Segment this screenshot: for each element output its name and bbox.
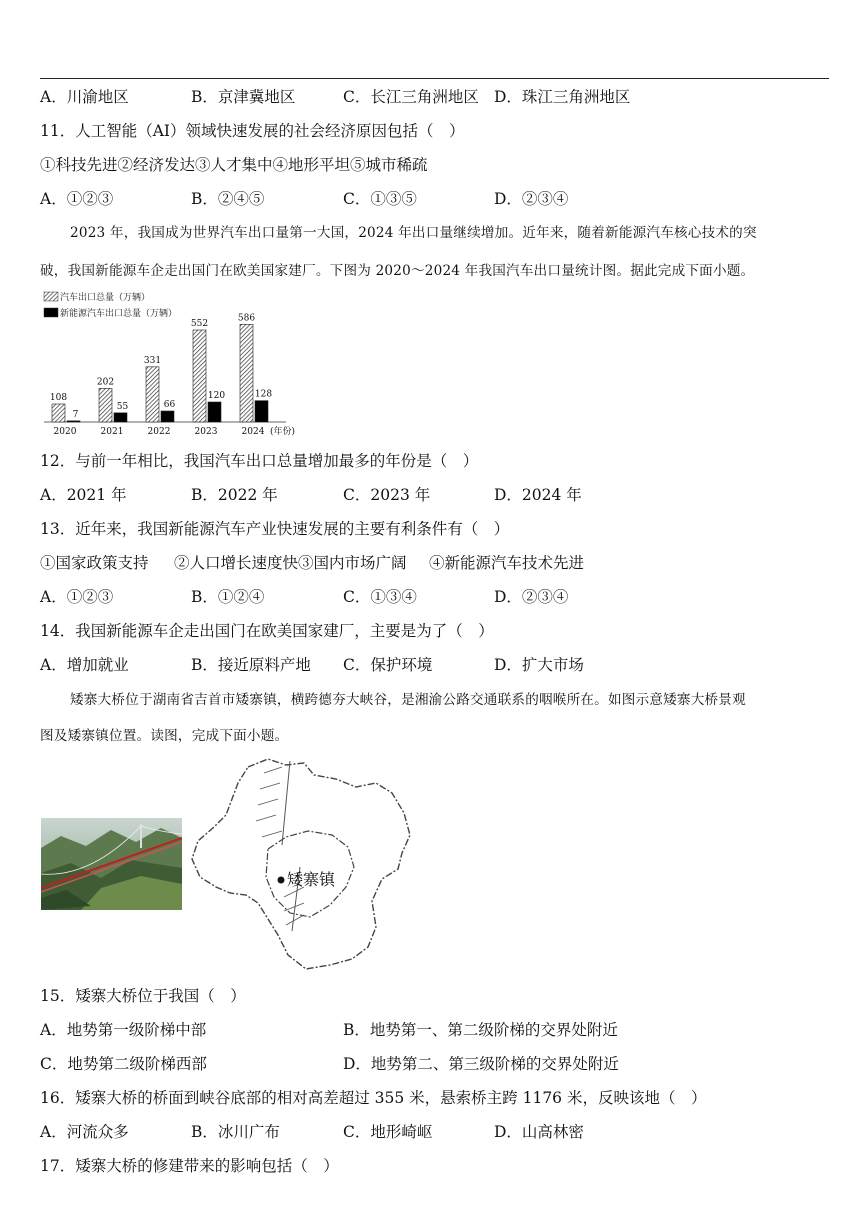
bar-2020-series-0 [52, 404, 65, 422]
passage-export-line-2: 破，我国新能源车企走出国门在欧美国家建厂。下图为 2020～2024 年我国汽车出口量统计图。据此完成下面小题。 [40, 263, 755, 279]
q15-option-b[interactable]: B．地势第一、第二级阶梯的交界处附近 [343, 1021, 618, 1039]
aizhai-town-map [186, 755, 418, 971]
data-label-2023-series-0: 552 [190, 319, 209, 329]
bar-2022-series-0 [146, 367, 159, 422]
q11-option-d[interactable]: D．②③④ [494, 190, 569, 208]
q10-option-c[interactable]: C．长江三角洲地区 [343, 88, 479, 106]
q15-option-a[interactable]: A．地势第一级阶梯中部 [40, 1021, 207, 1039]
q10-option-d[interactable]: D．珠江三角洲地区 [494, 88, 631, 106]
legend-label-1: 新能源汽车出口总量（万辆） [60, 309, 178, 319]
q10-option-a[interactable]: A．川渝地区 [40, 88, 129, 106]
tick-label-2024: 2024 [241, 427, 265, 437]
data-label-2024-series-0: 586 [237, 313, 256, 324]
q14-option-a[interactable]: A．增加就业 [40, 656, 129, 674]
tick-label-2020: 2020 [53, 427, 77, 437]
passage-export-line-1: 2023 年，我国成为世界汽车出口量第一大国，2024 年出口量继续增加。近年来，随着新能源汽车核心技术的突 [70, 225, 757, 241]
q13-option-a[interactable]: A．①②③ [40, 588, 114, 606]
q16-option-a[interactable]: A．河流众多 [40, 1123, 129, 1141]
town-dot-icon [278, 877, 285, 884]
tick-label-2023: 2023 [194, 427, 218, 437]
q13-option-d[interactable]: D．②③④ [494, 588, 569, 606]
passage-bridge [40, 690, 830, 746]
q15-stem: 15．矮寨大桥位于我国（ ） [40, 987, 246, 1005]
legend-swatch-0 [44, 292, 58, 301]
q11-option-c[interactable]: C．①③⑤ [343, 190, 417, 208]
q11-option-a[interactable]: A．①②③ [40, 190, 114, 208]
q14-option-b[interactable]: B．接近原料产地 [191, 656, 311, 674]
q15-option-d[interactable]: D．地势第二、第三级阶梯的交界处附近 [343, 1055, 619, 1073]
q16-option-c[interactable]: C．地形崎岖 [343, 1123, 433, 1141]
q12-option-d[interactable]: D．2024 年 [494, 486, 582, 504]
q12-option-c[interactable]: C．2023 年 [343, 486, 431, 504]
bar-2024-series-1 [255, 401, 268, 422]
q16-stem: 16．矮寨大桥的桥面到峡谷底部的相对高差超过 355 米，悬索桥主跨 1176 米，反映该地（ ） [40, 1089, 707, 1107]
q11-option-b[interactable]: B．②④⑤ [191, 190, 265, 208]
q12-option-a[interactable]: A．2021 年 [40, 486, 127, 504]
x-axis-unit: (年份) [270, 427, 296, 437]
bar-2020-series-1 [67, 421, 80, 422]
q13-stem: 13．近年来，我国新能源汽车产业快速发展的主要有利条件有（ ） [40, 520, 510, 538]
county-boundary [192, 759, 410, 969]
tick-label-2021: 2021 [100, 427, 124, 437]
tick-label-2022: 2022 [147, 427, 171, 437]
q11-stem: 11．人工智能（AI）领域快速发展的社会经济原因包括（ ） [40, 122, 465, 140]
header-rule [40, 78, 829, 79]
q17-stem: 17．矮寨大桥的修建带来的影响包括（ ） [40, 1157, 339, 1175]
q14-option-d[interactable]: D．扩大市场 [494, 656, 584, 674]
export-bar-chart [40, 288, 340, 440]
bar-2021-series-1 [114, 413, 127, 422]
data-label-2024-series-1: 128 [254, 389, 273, 400]
q16-option-b[interactable]: B．冰川广布 [191, 1123, 280, 1141]
passage-bridge-line-2: 图及矮寨镇位置。读图，完成下面小题。 [40, 728, 289, 744]
data-label-2022-series-1: 66 [163, 400, 176, 410]
data-label-2022-series-0: 331 [143, 355, 162, 366]
data-label-2020-series-0: 108 [49, 393, 68, 403]
legend-label-0: 汽车出口总量（万辆） [60, 293, 151, 303]
q14-option-c[interactable]: C．保护环境 [343, 656, 433, 674]
data-label-2021-series-1: 55 [116, 401, 129, 412]
bar-2023-series-0 [193, 330, 206, 422]
town-label: 矮寨镇 [287, 870, 336, 889]
q14-stem: 14．我国新能源车企走出国门在欧美国家建厂，主要是为了（ ） [40, 622, 494, 640]
highway-north [256, 761, 290, 845]
q13-item-4: ④新能源汽车技术先进 [429, 554, 585, 572]
passage-bridge-line-1: 矮寨大桥位于湖南省吉首市矮寨镇，横跨德夯大峡谷，是湘渝公路交通联系的咽喉所在。如图示意矮寨大桥景观 [70, 692, 746, 708]
q12-stem: 12．与前一年相比，我国汽车出口总量增加最多的年份是（ ） [40, 452, 479, 470]
bar-2021-series-0 [99, 388, 112, 422]
q13-option-c[interactable]: C．①③④ [343, 588, 417, 606]
bar-2023-series-1 [208, 402, 221, 422]
q13-item-2-3: ②人口增长速度快③国内市场广阔 [174, 554, 407, 572]
q11-items: ①科技先进②经济发达③人才集中④地形平坦⑤城市稀疏 [40, 156, 428, 174]
q16-option-d[interactable]: D．山高林密 [494, 1123, 584, 1141]
bar-2022-series-1 [161, 411, 174, 422]
q12-option-b[interactable]: B．2022 年 [191, 486, 278, 504]
bridge-photo [41, 818, 182, 910]
q13-item-1: ①国家政策支持 [40, 554, 149, 572]
q13-option-b[interactable]: B．①②④ [191, 588, 265, 606]
q10-option-b[interactable]: B．京津冀地区 [191, 88, 296, 106]
legend-swatch-1 [44, 308, 58, 317]
bar-2024-series-0 [240, 324, 253, 422]
passage-export [40, 223, 830, 281]
data-label-2020-series-1: 7 [72, 409, 79, 420]
q15-option-c[interactable]: C．地势第二级阶梯西部 [40, 1055, 207, 1073]
data-label-2021-series-0: 202 [96, 377, 115, 388]
data-label-2023-series-1: 120 [207, 391, 226, 401]
